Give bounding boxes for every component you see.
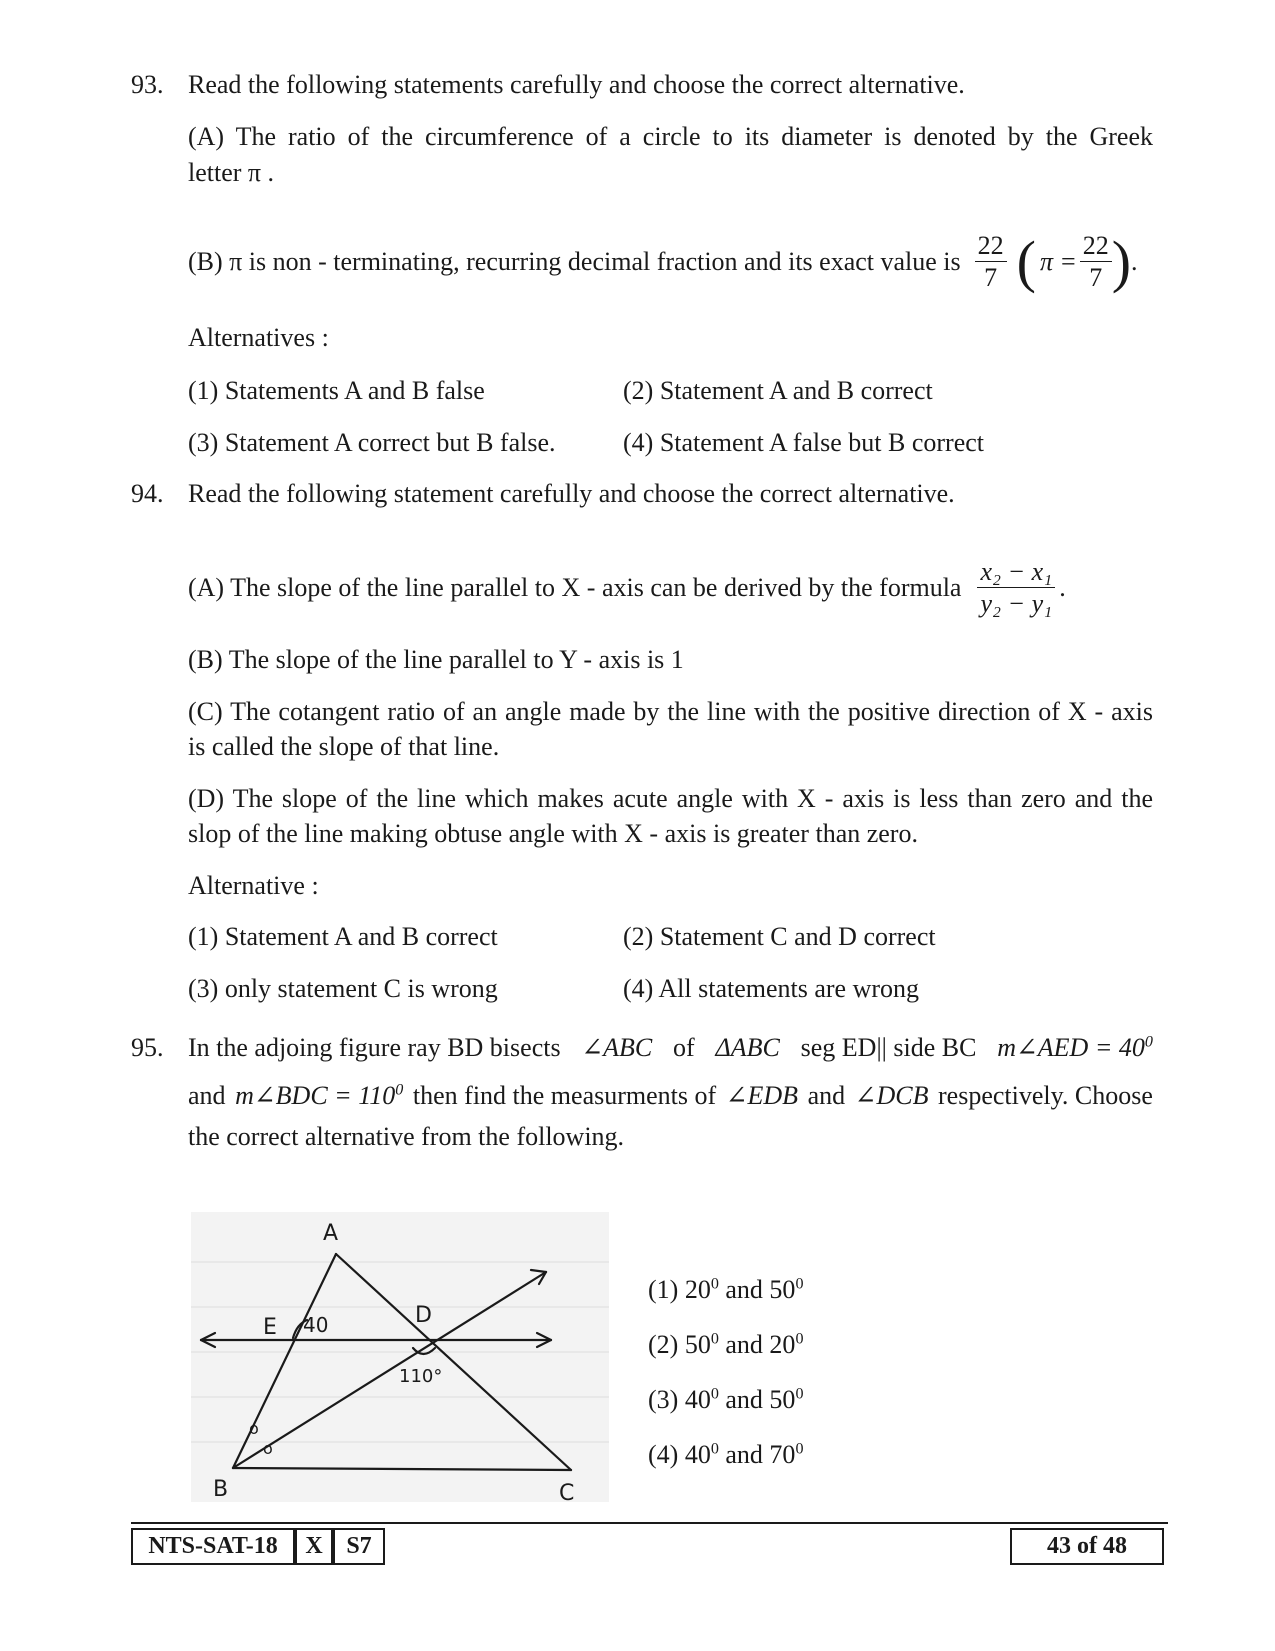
q94-option-2[interactable]: (2) Statement C and D correct bbox=[623, 922, 936, 951]
q94-statement-a-text: (A) The slope of the line parallel to X - axis can be derived by the formula bbox=[188, 572, 962, 602]
q94-option-4[interactable]: (4) All statements are wrong bbox=[623, 974, 920, 1003]
option-text: (1) 20 bbox=[648, 1275, 711, 1304]
angle-aed-value: m∠AED = 40 bbox=[997, 1033, 1145, 1062]
label-c: C bbox=[559, 1481, 575, 1502]
q94-statement-a bbox=[188, 558, 1066, 618]
slope-denominator: y₂ − y₁ bbox=[980, 589, 1053, 619]
option-text: and 50 bbox=[718, 1275, 796, 1304]
option-text: (2) 50 bbox=[648, 1330, 711, 1359]
degree-sup: 0 bbox=[710, 1330, 719, 1348]
label-angle-40: 40 bbox=[303, 1313, 329, 1337]
angle-bdc-measure bbox=[235, 1081, 403, 1111]
q93-statement-b-text: (B) π is non - terminating, recurring decimal fraction and its exact value is bbox=[188, 246, 961, 276]
respectively-text: respectively. Choose bbox=[938, 1081, 1153, 1110]
and-text-2: and bbox=[807, 1081, 846, 1110]
label-a: A bbox=[323, 1221, 339, 1246]
seg-parallel-text: seg ED|| side BC bbox=[800, 1033, 977, 1062]
angle-aed-measure bbox=[997, 1033, 1153, 1063]
fraction-denominator: 7 bbox=[1089, 263, 1103, 293]
degree-sup: 0 bbox=[795, 1385, 804, 1403]
degree-sup: 0 bbox=[795, 1330, 804, 1348]
label-bisect-mark-2: o bbox=[263, 1439, 273, 1458]
q93-option-4[interactable]: (4) Statement A false but B correct bbox=[623, 428, 985, 457]
q95-line2 bbox=[188, 1081, 1153, 1111]
q95-line1 bbox=[188, 1033, 1153, 1063]
q93-stem: Read the following statements carefully and choose the correct alternative. bbox=[188, 70, 965, 99]
footer-page-number: 43 of 48 bbox=[1010, 1528, 1164, 1565]
degree-sup: 0 bbox=[710, 1385, 719, 1403]
q95-number: 95. bbox=[131, 1033, 164, 1062]
q94-statement-d-line2: slop of the line making obtuse angle with X - axis is greater than zero. bbox=[188, 819, 918, 848]
degree-sup: 0 bbox=[395, 1081, 404, 1099]
option-text: and 20 bbox=[718, 1330, 796, 1359]
label-angle-110: 110° bbox=[399, 1366, 443, 1387]
fraction-22-over-7 bbox=[975, 232, 1007, 292]
footer-rule bbox=[131, 1522, 1168, 1524]
q95-option-3[interactable] bbox=[648, 1385, 804, 1415]
label-bisect-mark-1: o bbox=[249, 1419, 259, 1438]
q94-statement-d-line1: (D) The slope of the line which makes acute angle with X - axis is less than zero and the bbox=[188, 784, 1153, 813]
degree-sup: 0 bbox=[1144, 1033, 1153, 1051]
q95-option-4[interactable] bbox=[648, 1440, 804, 1470]
q93-statement-b bbox=[188, 228, 1138, 294]
q94-stem: Read the following statement carefully and choose the correct alternative. bbox=[188, 479, 955, 508]
ray-bd-arrowhead bbox=[531, 1270, 546, 1272]
q94-option-1[interactable]: (1) Statement A and B correct bbox=[188, 922, 498, 951]
of-text: of bbox=[673, 1033, 695, 1062]
option-text: and 70 bbox=[718, 1440, 796, 1469]
fraction-22-over-7-second bbox=[1080, 232, 1112, 292]
q94-option-3[interactable]: (3) only statement C is wrong bbox=[188, 974, 498, 1003]
q94-statement-c-line2: is called the slope of that line. bbox=[188, 732, 500, 761]
side-ac bbox=[336, 1254, 571, 1470]
footer-standard: X bbox=[295, 1528, 333, 1565]
angle-dcb: ∠DCB bbox=[854, 1081, 929, 1110]
q95-line1-text: In the adjoing figure ray BD bisects bbox=[188, 1033, 561, 1062]
option-text: (4) 40 bbox=[648, 1440, 711, 1469]
period: . bbox=[1131, 246, 1138, 276]
q93-alternatives-label: Alternatives : bbox=[188, 323, 329, 352]
slope-formula-fraction bbox=[977, 558, 1055, 618]
q94-alternative-label: Alternative : bbox=[188, 871, 319, 900]
q94-number: 94. bbox=[131, 479, 164, 508]
period: . bbox=[1059, 572, 1066, 602]
and-text: and bbox=[188, 1081, 226, 1110]
q94-statement-c-line1: (C) The cotangent ratio of an angle made by the line with the positive direction of X - axis bbox=[188, 697, 1153, 726]
degree-sup: 0 bbox=[795, 1275, 804, 1293]
label-e: E bbox=[263, 1315, 277, 1340]
q93-statement-a-line1: (A) The ratio of the circumference of a circle to its diameter is denoted by the Greek bbox=[188, 122, 1153, 151]
q95-line3: the correct alternative from the following. bbox=[188, 1122, 625, 1151]
q93-option-2[interactable]: (2) Statement A and B correct bbox=[623, 376, 933, 405]
equals-sign: = bbox=[1061, 246, 1076, 276]
label-b: B bbox=[213, 1477, 229, 1502]
slope-numerator: x₂ − x₁ bbox=[977, 558, 1055, 588]
q93-option-3[interactable]: (3) Statement A correct but B false. bbox=[188, 428, 556, 457]
option-text: (3) 40 bbox=[648, 1385, 711, 1414]
q93-statement-a-line2: letter π . bbox=[188, 158, 275, 187]
q94-statement-b: (B) The slope of the line parallel to Y - axis is 1 bbox=[188, 645, 684, 674]
footer-exam-code: NTS-SAT-18 bbox=[131, 1528, 295, 1565]
triangle-diagram bbox=[191, 1212, 609, 1502]
geometry-figure bbox=[191, 1212, 609, 1502]
q93-number: 93. bbox=[131, 70, 164, 99]
right-paren: ) bbox=[1111, 228, 1132, 294]
pi-symbol: π bbox=[1039, 246, 1054, 276]
option-text: and 50 bbox=[718, 1385, 796, 1414]
degree-sup: 0 bbox=[710, 1275, 719, 1293]
fraction-numerator: 22 bbox=[975, 232, 1007, 262]
then-find-text: then find the measurments of bbox=[412, 1081, 717, 1110]
angle-abc: ∠ABC bbox=[581, 1033, 653, 1062]
degree-sup: 0 bbox=[795, 1440, 804, 1458]
q93-option-1[interactable]: (1) Statements A and B false bbox=[188, 376, 485, 405]
angle-edb: ∠EDB bbox=[725, 1081, 799, 1110]
q95-option-1[interactable] bbox=[648, 1275, 804, 1305]
triangle-abc: ΔABC bbox=[715, 1033, 780, 1062]
angle-bdc-value: m∠BDC = 110 bbox=[235, 1081, 396, 1110]
footer-set: S7 bbox=[333, 1528, 385, 1565]
q95-option-2[interactable] bbox=[648, 1330, 804, 1360]
label-d: D bbox=[415, 1303, 432, 1328]
degree-sup: 0 bbox=[710, 1440, 719, 1458]
left-paren: ( bbox=[1016, 228, 1036, 294]
side-bc bbox=[233, 1468, 571, 1470]
fraction-numerator: 22 bbox=[1080, 232, 1112, 262]
fraction-denominator: 7 bbox=[984, 263, 998, 293]
